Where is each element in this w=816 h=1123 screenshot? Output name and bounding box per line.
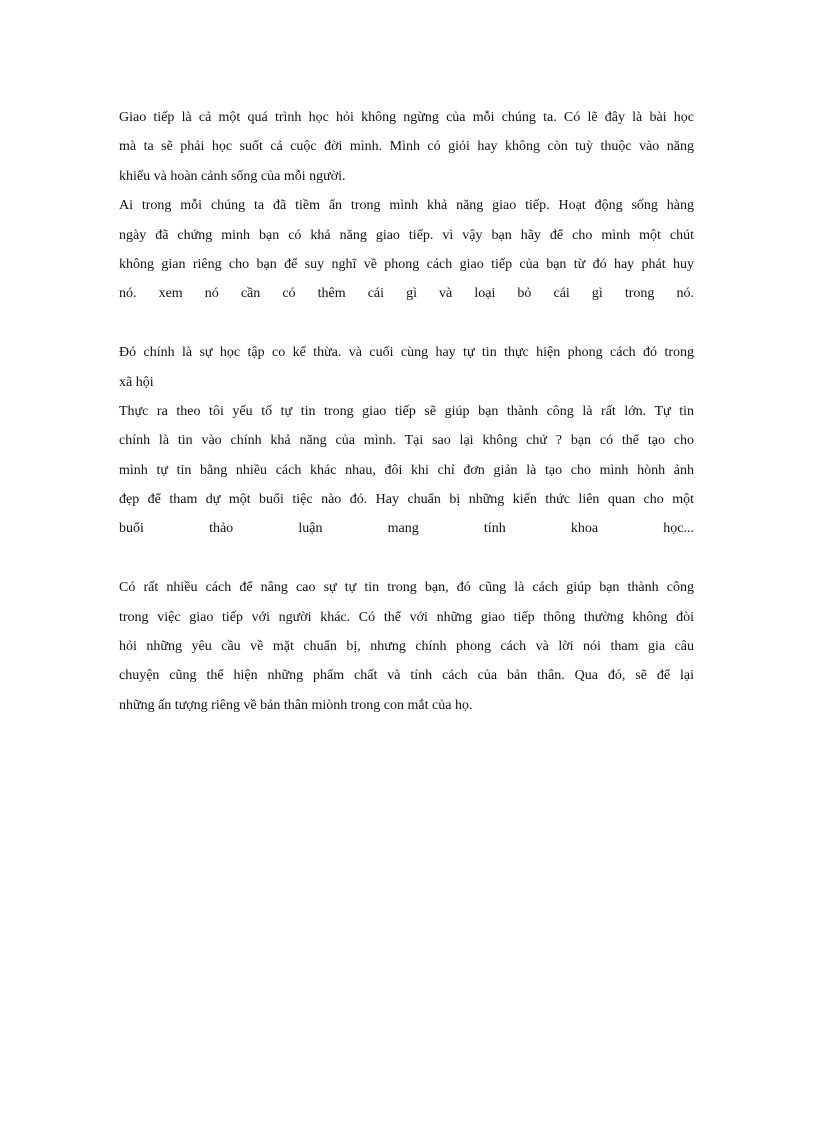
blank-line	[119, 309, 694, 338]
paragraph-line: buổi thảo luận mang tính khoa học...	[119, 521, 694, 537]
paragraph-line: Giao tiếp là cả một quá trình học hỏi không ngừng của mỗi chúng ta. Có lẽ đây là bài học	[119, 110, 694, 125]
document-body	[119, 103, 694, 720]
paragraph-line: khiếu và hoàn cảnh sống của mỗi người.	[119, 168, 346, 184]
paragraph-line: đẹp để tham dự một buổi tiệc nào đó. Hay chuẩn bị những kiến thức liên quan cho một	[119, 492, 694, 508]
paragraph-line: Thực ra theo tôi yếu tố tự tin trong giao tiếp sẽ giúp bạn thành công là rất lớn. Tự tin	[119, 403, 694, 419]
paragraph-4	[119, 397, 694, 544]
paragraph-line: chính là tin vào chính khả năng của mình. Tại sao lại không chứ ? bạn có thể tạo cho	[119, 433, 694, 449]
paragraph-2	[119, 191, 694, 309]
paragraph-line: xã hội	[119, 374, 154, 390]
paragraph-line: nó. xem nó cần có thêm cái gì và loại bỏ cái gì trong nó.	[119, 286, 694, 302]
paragraph-line: mình tự tin bằng nhiều cách khác nhau, đôi khi chỉ đơn giản là tạo cho mình hònh ảnh	[119, 462, 694, 478]
paragraph-1	[119, 103, 694, 191]
paragraph-line: những ấn tượng riêng về bản thân miònh trong con mắt của họ.	[119, 697, 473, 713]
paragraph-line: Đó chính là sự học tập co kế thừa. và cuối cùng hay tự tin thực hiện phong cách đó trong	[119, 345, 694, 361]
paragraph-line: ngày đã chứng minh bạn có khả năng giao tiếp. vì vậy bạn hãy để cho mình một chút	[119, 227, 694, 243]
paragraph-line: chuyện cũng thể hiện những phẩm chất và tính cách của bản thân. Qua đó, sẽ để lại	[119, 668, 694, 684]
paragraph-line: trong việc giao tiếp với người khác. Có thể với những giao tiếp thông thường không đòi	[119, 609, 694, 625]
paragraph-3	[119, 338, 694, 397]
paragraph-line: Ai trong mỗi chúng ta đã tiềm ẩn trong mình khả năng giao tiếp. Hoạt động sống hàng	[119, 198, 694, 214]
paragraph-line: hỏi những yêu cầu về mặt chuẩn bị, nhưng chính phong cách và lời nói tham gia câu	[119, 639, 694, 655]
paragraph-line: mà ta sẽ phải học suốt cả cuộc đời mình. Mình có giỏi hay không còn tuỳ thuộc vào năng	[119, 139, 694, 155]
paragraph-line: không gian riêng cho bạn để suy nghĩ về phong cách giao tiếp của bạn từ đó hay phát huy	[119, 256, 694, 272]
paragraph-5	[119, 573, 694, 720]
blank-line	[119, 544, 694, 573]
paragraph-line: Có rất nhiều cách để nâng cao sự tự tin trong bạn, đó cũng là cách giúp bạn thành công	[119, 580, 694, 596]
